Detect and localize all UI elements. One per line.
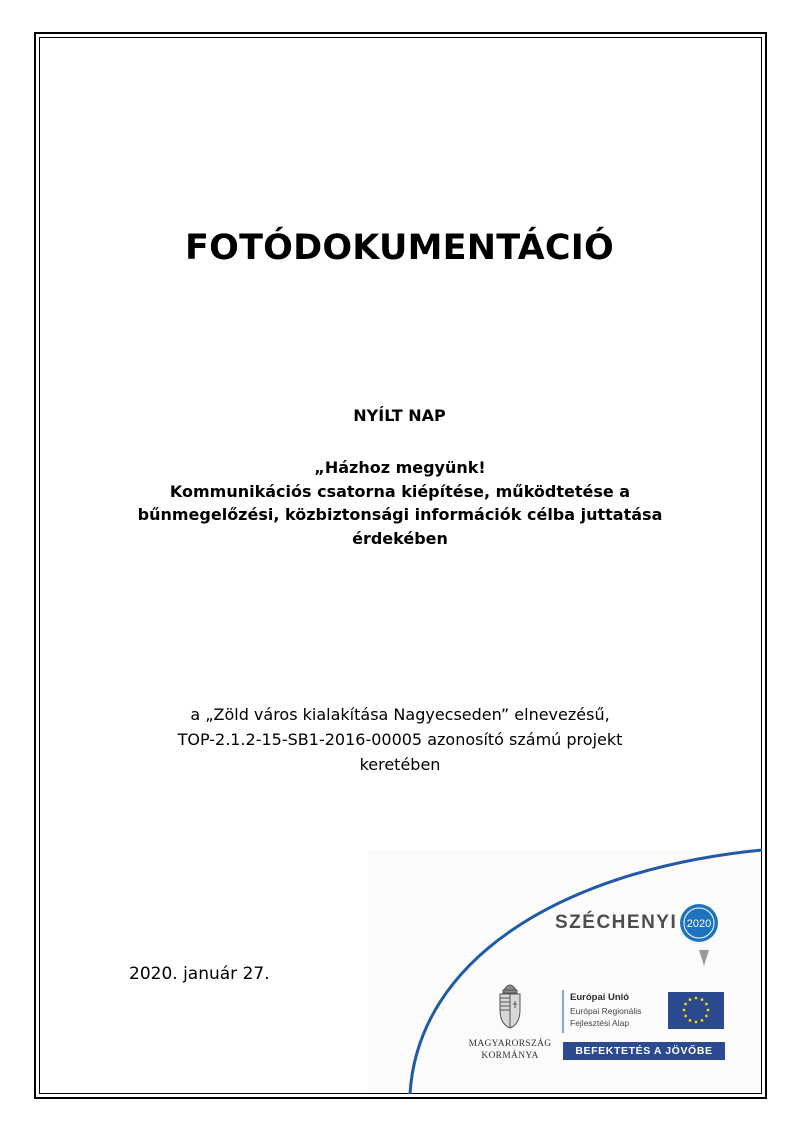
document-title: FOTÓDOKUMENTÁCIÓ — [185, 228, 614, 268]
eu-logo-title: Európai Unió — [570, 992, 630, 1003]
szechenyi-logo-year: 2020 — [686, 918, 712, 930]
government-logo-line2: KORMÁNYA — [481, 1051, 539, 1061]
event-line: bűnmegelőzési, közbiztonsági információk célba juttatása — [137, 505, 663, 524]
coat-of-arms-icon — [500, 985, 520, 1028]
eu-logo-line3: Fejlesztési Alap — [570, 1018, 630, 1028]
project-line: TOP-2.1.2-15-SB1-2016-00005 azonosító számú projekt — [177, 730, 623, 749]
eu-flag-icon — [668, 992, 724, 1029]
project-line: a „Zöld város kialakítása Nagyecseden” elnevezésű, — [190, 705, 610, 724]
event-line: érdekében — [352, 528, 448, 548]
eu-slogan-bar: BEFEKTETÉS A JÖVŐBE — [563, 1042, 725, 1060]
project-line: keretében — [359, 755, 441, 774]
event-line: Kommunikációs csatorna kiépítése, működtetése a — [169, 481, 631, 501]
document-date: 2020. január 27. — [129, 964, 270, 984]
szechenyi-logo-text: SZÉCHENYI — [555, 912, 678, 933]
eu-logo-line2: Európai Regionális — [570, 1006, 642, 1016]
government-logo-line1: MAGYARORSZÁG — [468, 1039, 552, 1049]
event-line: „Házhoz megyünk! — [314, 458, 486, 477]
document-subtitle: NYÍLT NAP — [353, 406, 446, 425]
